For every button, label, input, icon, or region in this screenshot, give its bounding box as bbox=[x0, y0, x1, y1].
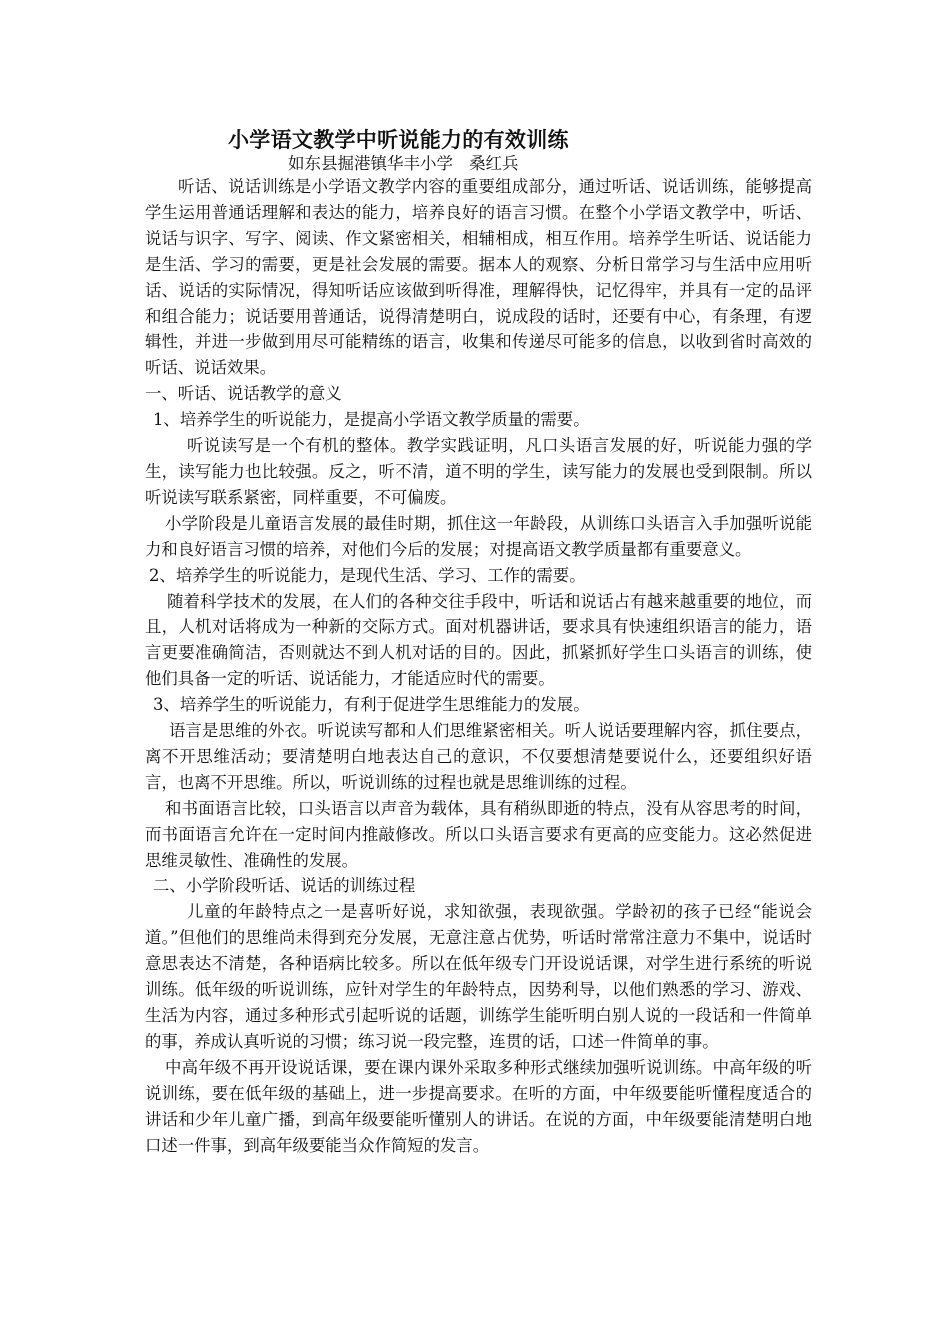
body-paragraph: 中高年级不再开设说话课，要在课内课外采取多种形式继续加强听说训练。中高年级的听说训练，要在低年级的基础上，进一步提高要求。在听的方面，中年级要能听懂程度适合的讲话和少年儿童广播，到高年级要能听懂别人的讲话。在说的方面，中年级要能清楚明白地口述一件事，到高年级要能当众作简短的发言。 bbox=[145, 1057, 812, 1155]
body-paragraph: 儿童的年龄特点之一是喜听好说，求知欲强，表现欲强。学龄初的孩子已经“能说会道。”但他们的思维尚未得到充分发展，无意注意占优势，听话时常常注意力不集中，说话时意思表达不清楚，各种语病比较多。所以在低年级专门开设说话课，对学生进行系统的听说训练。低年级的听说训练，应针对学生的年龄特点，因势利导，以他们熟悉的学习、游戏、生活为内容，通过多种形式引起听说的话题，训练学生能听明白别人说的一段话和一件简单的事，养成认真听说的习惯；练习说一段完整，连贯的话，口述一件简单的事。 bbox=[145, 902, 812, 1051]
author-line bbox=[288, 150, 519, 174]
body-paragraph: 和书面语言比较，口头语言以声音为载体，具有稍纵即逝的特点，没有从容思考的时间，而书面语言允许在一定时间内推敲修改。所以口头语言要求有更高的应变能力。这必然促进思维灵敏性、准确性的发展。 bbox=[145, 798, 812, 870]
author-school: 如东县掘港镇华丰小学 bbox=[288, 154, 453, 173]
subheading-2: 2、培养学生的听说能力，是现代生活、学习、工作的需要。 bbox=[149, 565, 586, 585]
body-paragraph: 小学阶段是儿童语言发展的最佳时期，抓住这一年龄段，从训练口头语言入手加强听说能力和良好语言习惯的培养，对他们今后的发展；对提高语文教学质量都有重要意义。 bbox=[145, 513, 812, 559]
author-name: 桑红兵 bbox=[469, 154, 519, 173]
section-heading-1: 一、听话、说话教学的意义 bbox=[145, 384, 342, 404]
subheading-1: 1、培养学生的听说能力，是提高小学语文教学质量的需要。 bbox=[153, 410, 590, 430]
body-paragraph: 语言是思维的外衣。听说读写都和人们思维紧密相关。听人说话要理解内容，抓住要点，离不开思维活动；要清楚明白地表达自己的意识，不仅要想清楚要说什么，还要组织好语言，也离不开思维。所以，听说训练的过程也就是思维训练的过程。 bbox=[145, 721, 812, 792]
body-paragraph: 随着科学技术的发展，在人们的各种交往手段中，听话和说话占有越来越重要的地位，而且，人机对话将成为一种新的交际方式。面对机器讲话，要求具有快速组织语言的能力，语言更要准确简洁，否则就达不到人机对话的目的。因此，抓紧抓好学生口头语言的训练，使他们具备一定的听话、说话能力，才能适应时代的需要。 bbox=[145, 591, 812, 689]
section-heading-2: 二、小学阶段听话、说话的训练过程 bbox=[153, 876, 416, 896]
document-title: 小学语文教学中听说能力的有效训练 bbox=[228, 127, 569, 152]
document-body bbox=[145, 174, 812, 1158]
intro-paragraph: 听话、说话训练是小学语文教学内容的重要组成部分，通过听话、说话训练，能够提高学生运用普通话理解和表达的能力，培养良好的语言习惯。在整个小学语文教学中，听话、说话与识字、写字、阅读、作文紧密相关，相辅相成，相互作用。培养学生听话、说话能力是生活、学习的需要，更是社会发展的需要。据本人的观察、分析日常学习与生活中应用听话、说话的实际情况，得知听话应该做到听得准，理解得快，记忆得牢，并具有一定的品评和组合能力；说话要用普通话，说得清楚明白，说成段的话时，还要有中心，有条理，有逻辑性，并进一步做到用尽可能精练的语言，收集和传递尽可能多的信息，以收到省时高效的听话、说话效果。 bbox=[145, 177, 812, 378]
subheading-3: 3、培养学生的听说能力，有利于促进学生思维能力的发展。 bbox=[153, 695, 590, 715]
body-paragraph: 听说读写是一个有机的整体。教学实践证明，凡口头语言发展的好，听说能力强的学生，读写能力也比较强。反之，听不清，道不明的学生，读写能力的发展也受到限制。所以听说读写联系紧密，同样重要，不可偏废。 bbox=[145, 436, 812, 507]
